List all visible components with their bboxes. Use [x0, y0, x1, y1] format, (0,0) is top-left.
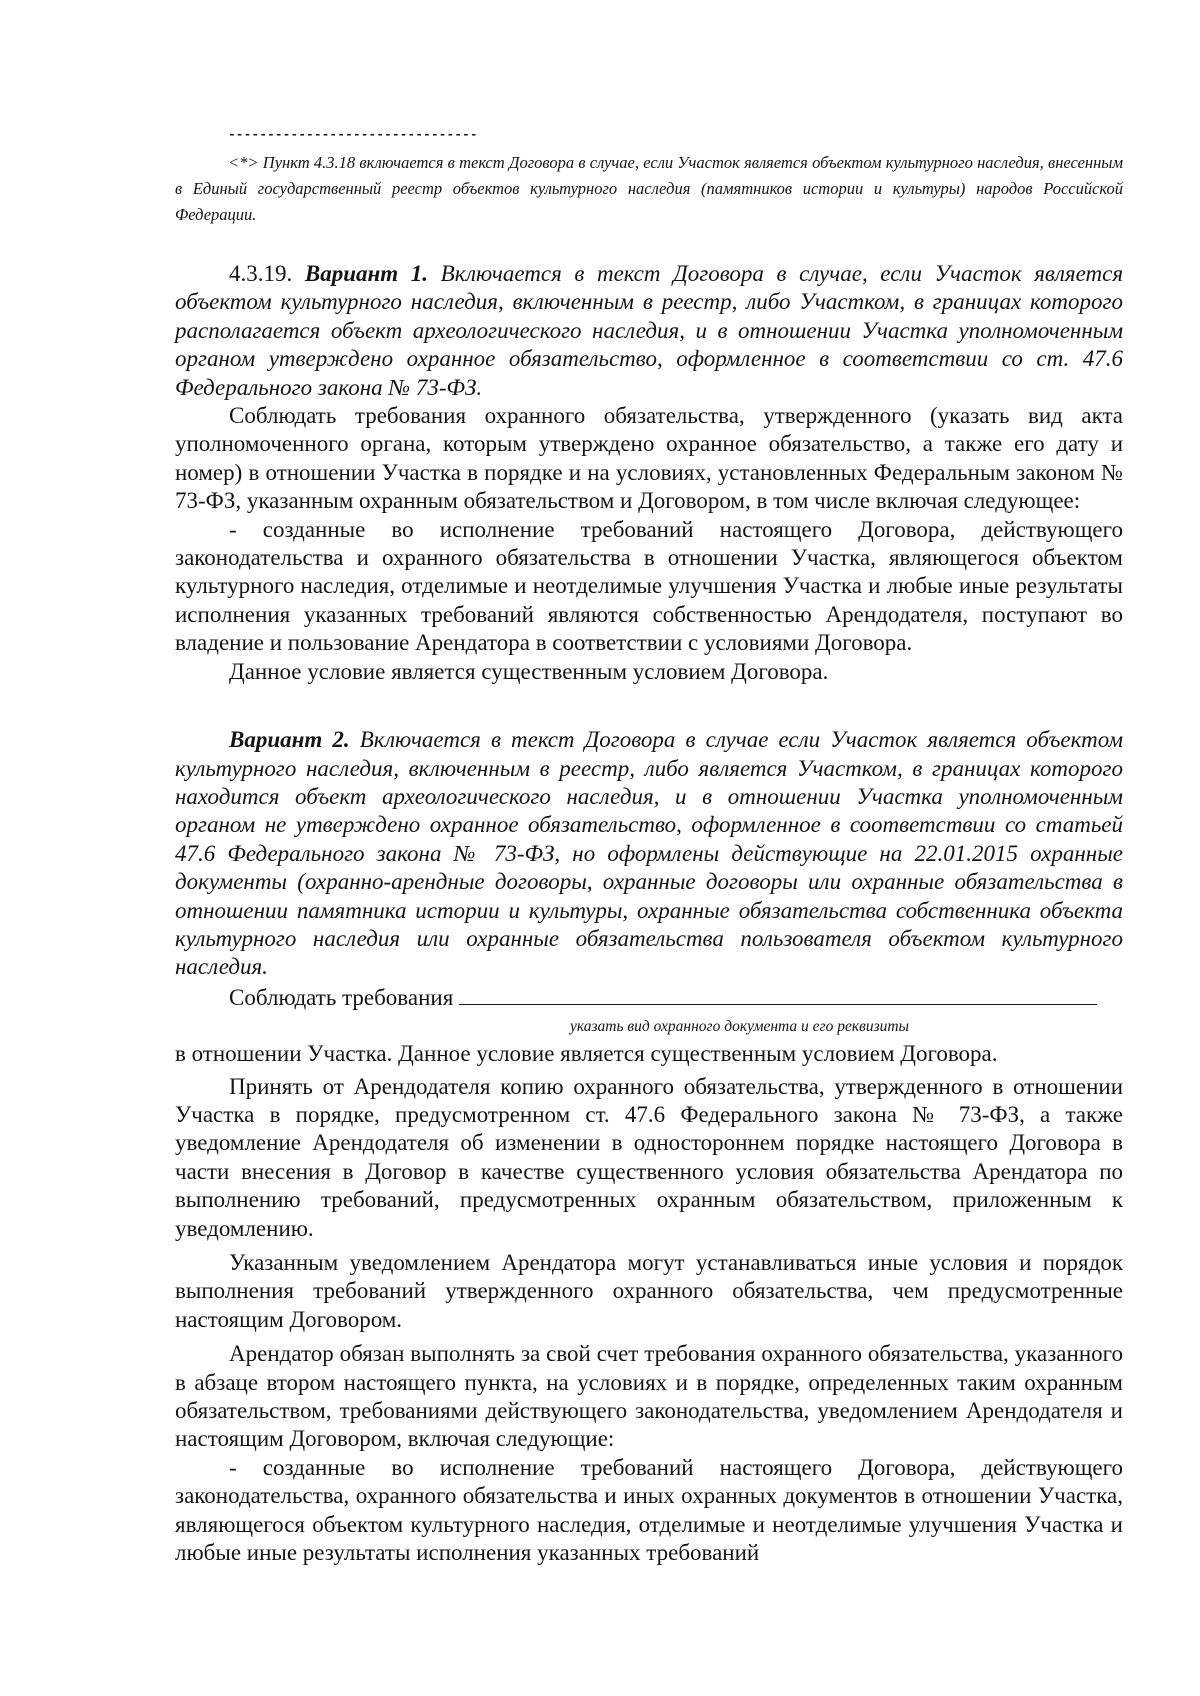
clause-4-3-19-variant-1 [175, 260, 1123, 402]
footnote-separator: -------------------------------- [228, 127, 478, 142]
variant-1-heading: Вариант 1. [304, 261, 429, 286]
v2-requirements-continuation: в отношении Участка. Данное условие является существенным условием Договора. [175, 1041, 998, 1067]
v1-paragraph-2: - созданные во исполнение требований настоящего Договора, действующего законодательства и охранного обязательства в отношении Участка, являющегося объектом культурного наследия, отделимые и неотделимые улучшения Участка и любые иные результаты исполнения указанных требований являются собственностью Арендодателя, поступают во владение и пользование Арендатора в соответствии с условиями Договора. [175, 516, 1123, 656]
v2-paragraph-4: - созданные во исполнение требований настоящего Договора, действующего законодательства, охранного обязательства и иных охранных документов в отношении Участка, являющегося объектом культурного наследия, отделимые и неотделимые улучшения Участка и любые иные результаты исполнения указанных требований [175, 1454, 1123, 1566]
blank-field-caption: указать вид охранного документа и его реквизиты [570, 1018, 910, 1036]
variant-2-paragraph [175, 726, 1123, 982]
variant-1-condition: Включается в текст Договора в случае, если Участок является объектом культурного наследия, включенным в реестр, либо Участком, в границах которого располагается объект археологического наследия, и в отношении Участка уполномоченным органом утверждено охранное обязательство, оформленное в соответствии со ст. 47.6 Федерального закона № 73-ФЗ. [175, 261, 1124, 400]
v2-paragraph-2: Указанным уведомлением Арендатора могут устанавливаться иные условия и порядок выполнения требований утвержденного охранного обязательства, чем предусмотренные настоящим Договором. [175, 1250, 1123, 1332]
v1-paragraph-3: Данное условие является существенным условием Договора. [229, 658, 829, 684]
variant-2-heading: Вариант 2. [229, 727, 350, 753]
variant-2-condition: Включается в текст Договора в случае если Участок является объектом культурного наследия, включенным в реестр, либо является Участком, в границах которого находится объект археологического наследия, и в отношении Участка уполномоченным органом не утверждено охранное обязательство, оформленное в соответствии со статьей 47.6 Федерального закона № 73-ФЗ, но оформлены действующие на 22.01.2015 охранные документы (охранно-арендные договоры, охранные договоры или охранные обязательства в отношении памятника истории и культуры, охранные обязательства собственника объекта культурного наследия или охранные обязательства пользователя объектом культурного наследия. [175, 727, 1123, 980]
clause-number: 4.3.19. [229, 261, 293, 286]
requirements-blank-field [459, 982, 1097, 1005]
v2-paragraph-3: Арендатор обязан выполнять за свой счет требования охранного обязательства, указанного в абзаце втором настоящего пункта, на условиях и в порядке, определенных таким охранным обязательством, требованиями действующего законодательства, уведомлением Арендодателя и настоящим Договором, включая следующие: [175, 1341, 1123, 1452]
document-body [175, 128, 1123, 1567]
v1-paragraph-1: Соблюдать требования охранного обязательства, утвержденного (указать вид акта уполномоченного органа, которым утверждено охранное обязательство, а также его дату и номер) в отношении Участка в порядке и на условиях, установленных Федеральным законом № 73-ФЗ, указанным охранным обязательством и Договором, в том числе включая следующее: [175, 403, 1123, 514]
v2-paragraph-1: Принять от Арендодателя копию охранного обязательства, утвержденного в отношении Участка в порядке, предусмотренном ст. 47.6 Федерального закона № 73-ФЗ, а также уведомление Арендодателя об изменении в одностороннем порядке настоящего Договора в части внесения в Договор в качестве существенного условия обязательства Арендатора по выполнению требований, предусмотренных охранным обязательством, приложенным к уведомлению. [175, 1073, 1123, 1241]
v2-requirements-label: Соблюдать требования [229, 984, 454, 1010]
footnote-text: <*> Пункт 4.3.18 включается в текст Договора в случае, если Участок является объектом культурного наследия, внесенным в Единый государственный реестр объектов культурного наследия (памятников истории и культуры) народов Российской Федерации. [175, 153, 1123, 224]
v2-requirements-line [175, 982, 1123, 1012]
